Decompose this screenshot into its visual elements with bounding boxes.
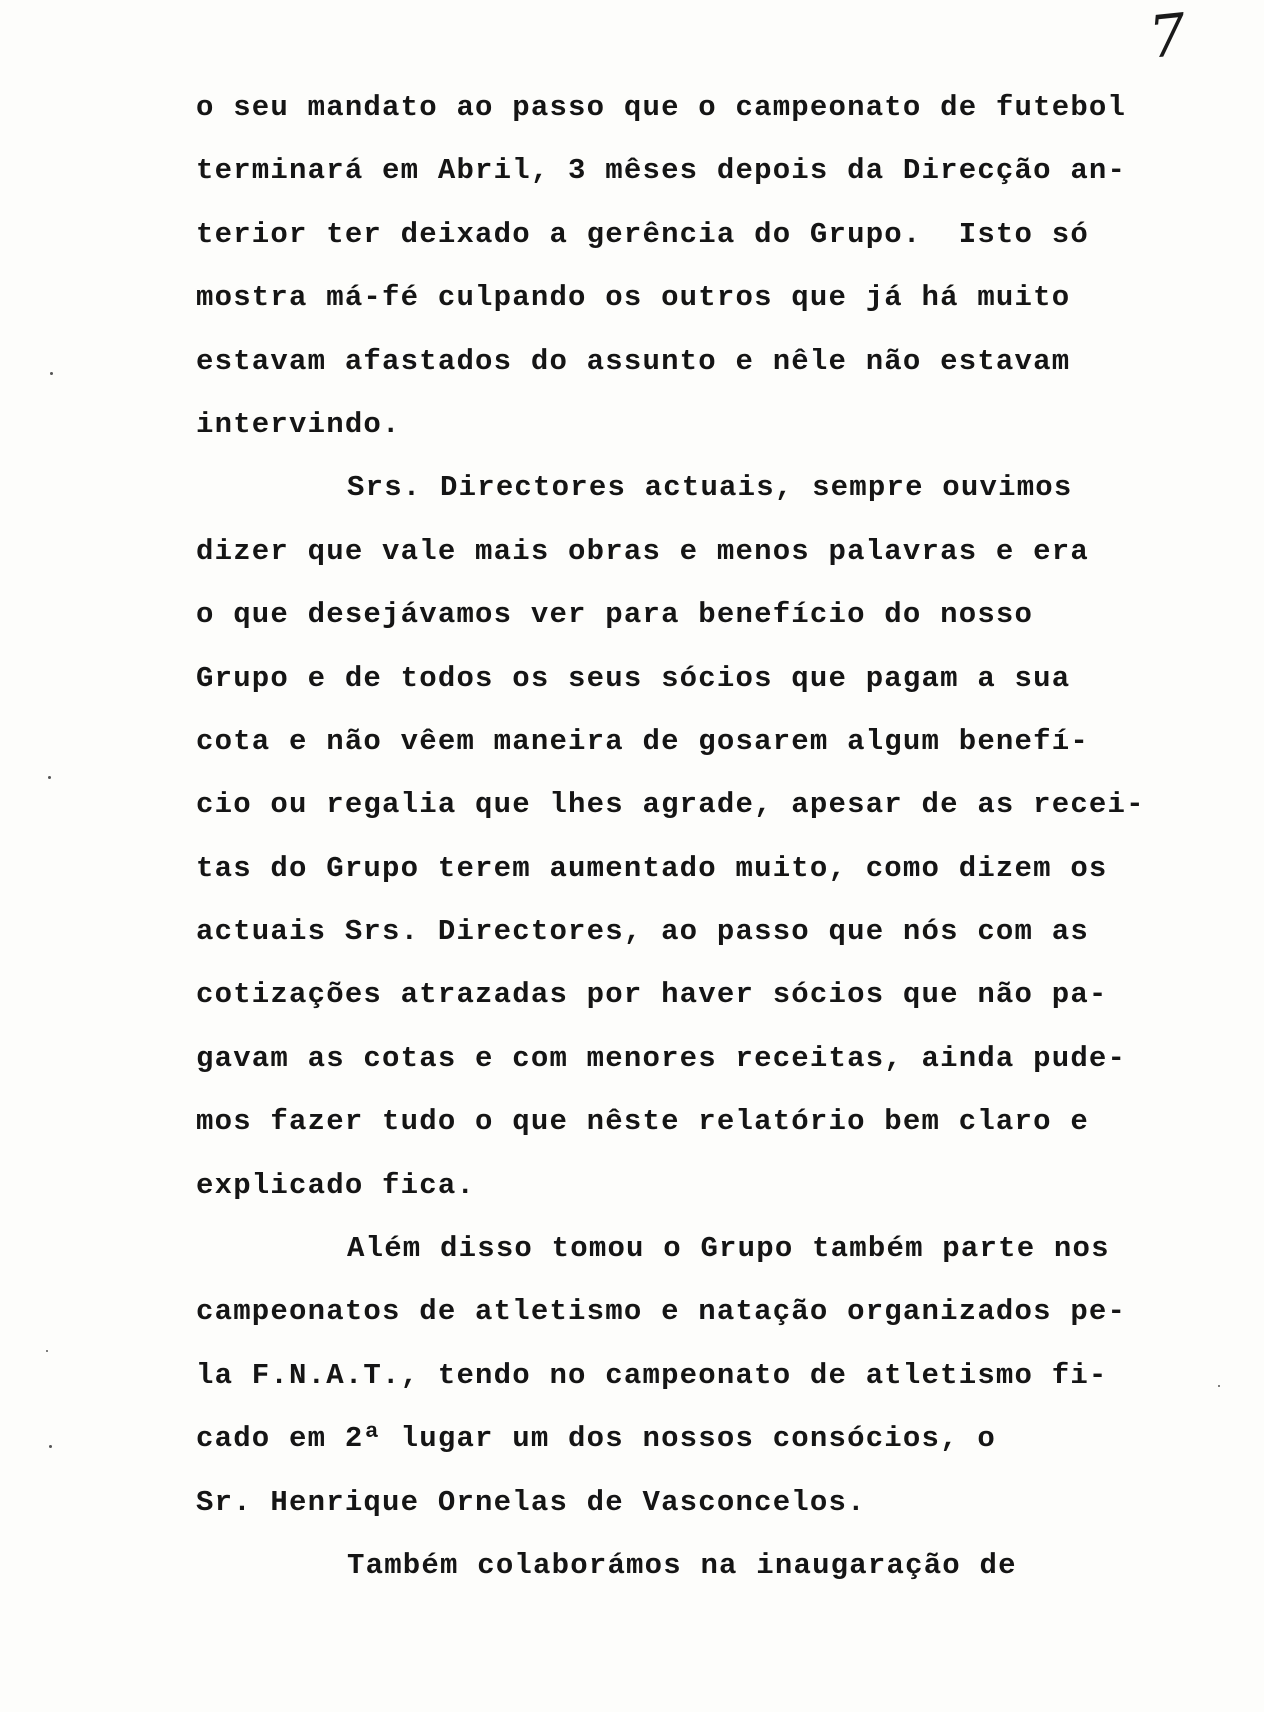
text-line: mos fazer tudo o que nêste relatório bem claro e xyxy=(196,1105,1089,1139)
scan-speck xyxy=(1218,1385,1220,1387)
text-line: cado em 2ª lugar um dos nossos consócios, o xyxy=(196,1422,996,1456)
scan-speck xyxy=(50,372,53,375)
text-line: Grupo e de todos os seus sócios que pagam a sua xyxy=(196,661,1071,695)
document-body xyxy=(196,76,1206,1597)
text-line: actuais Srs. Directores, ao passo que nós com as xyxy=(196,915,1089,949)
text-line: mostra má-fé culpando os outros que já há muito xyxy=(196,281,1071,315)
text-line: cotizações atrazadas por haver sócios que não pa- xyxy=(196,978,1108,1012)
text-line: Sr. Henrique Ornelas de Vasconcelos. xyxy=(196,1485,866,1519)
scan-speck xyxy=(48,776,51,779)
scan-speck xyxy=(49,1445,52,1448)
text-line: Também colaborámos na inaugaração de xyxy=(347,1548,1017,1582)
text-line: cio ou regalia que lhes agrade, apesar de as recei- xyxy=(196,788,1145,822)
text-line: intervindo. xyxy=(196,407,401,441)
text-line: explicado fica. xyxy=(196,1168,476,1202)
text-line: terminará em Abril, 3 mêses depois da Direcção an- xyxy=(196,154,1127,188)
text-line: campeonatos de atletismo e natação organizados pe- xyxy=(196,1295,1127,1329)
text-line: gavam as cotas e com menores receitas, ainda pude- xyxy=(196,1041,1127,1075)
text-line: cota e não vêem maneira de gosarem algum benefí- xyxy=(196,724,1089,758)
text-line: terior ter deixado a gerência do Grupo. Isto só xyxy=(196,217,1089,251)
text-line: estavam afastados do assunto e nêle não estavam xyxy=(196,344,1071,378)
text-line: o seu mandato ao passo que o campeonato de futebol xyxy=(196,91,1127,124)
text-line: Srs. Directores actuais, sempre ouvimos xyxy=(347,471,1073,505)
text-line: o que desejávamos ver para benefício do nosso xyxy=(196,598,1034,632)
page-number: 7 xyxy=(1145,0,1190,72)
scan-speck xyxy=(46,1350,48,1352)
text-line: tas do Grupo terem aumentado muito, como dizem os xyxy=(196,851,1108,885)
text-line: dizer que vale mais obras e menos palavras e era xyxy=(196,534,1089,568)
text-line: la F.N.A.T., tendo no campeonato de atletismo fi- xyxy=(196,1358,1108,1392)
text-line: Além disso tomou o Grupo também parte nos xyxy=(347,1232,1110,1266)
